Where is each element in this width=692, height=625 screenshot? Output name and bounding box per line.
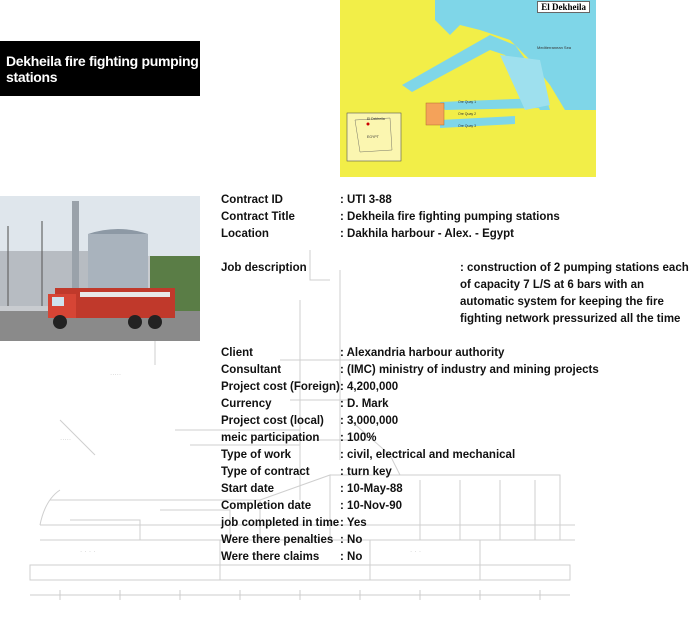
consultant-value: : (IMC) ministry of industry and mining projects <box>340 364 599 376</box>
consultant-label: Consultant <box>221 364 282 376</box>
detail-row-start-date <box>221 481 591 498</box>
location-label: Location <box>221 228 269 240</box>
currency-label: Currency <box>221 398 272 410</box>
detail-row-type-of-work <box>221 447 591 464</box>
detail-row-job-completed-in-time <box>221 515 591 532</box>
detail-row-client <box>221 345 591 362</box>
detail-row-penalties <box>221 532 591 549</box>
contract-details <box>221 192 689 566</box>
harbour-map-graphic <box>340 0 596 177</box>
detail-row-job-description <box>221 260 689 328</box>
detail-row-consultant <box>221 362 599 379</box>
job-description-value: : construction of 2 pumping stations each of capacity 7 L/S at 6 bars with an automatic system for keeping the fire fighting network pressurized all the time <box>460 262 689 325</box>
start-date-value: : 10-May-88 <box>340 483 403 495</box>
detail-row-type-of-contract <box>221 464 591 481</box>
job-description-label: Job description <box>221 262 307 274</box>
svg-text:. . . .: . . . . <box>80 545 96 554</box>
fire-truck-photo-graphic <box>0 196 200 341</box>
map-title-label: El Dekheila <box>537 1 590 13</box>
contract-title-label: Contract Title <box>221 211 295 223</box>
detail-row-location <box>221 226 591 243</box>
contract-id-label: Contract ID <box>221 194 283 206</box>
project-cost-foreign-value: : 4,200,000 <box>340 381 399 393</box>
type-of-contract-value: : turn key <box>340 466 392 478</box>
job-completed-in-time-value: : Yes <box>340 517 367 529</box>
inset-label: El Dekheila <box>367 117 385 121</box>
type-of-contract-label: Type of contract <box>221 466 310 478</box>
claims-label: Were there claims <box>221 551 320 563</box>
currency-value: : D. Mark <box>340 398 389 410</box>
client-label: Client <box>221 347 253 359</box>
svg-text:. . .: . . . <box>410 545 422 554</box>
project-cost-local-value: : 3,000,000 <box>340 415 399 427</box>
completion-date-label: Completion date <box>221 500 312 512</box>
type-of-work-label: Type of work <box>221 449 292 461</box>
client-value: : Alexandria harbour authority <box>340 347 505 359</box>
sea-label: Mediterranean Sea <box>537 45 572 50</box>
quay-label-3: Ore Quay 3 <box>458 124 477 128</box>
harbour-map <box>340 0 596 177</box>
fire-truck-photo <box>0 196 200 341</box>
detail-row-meic-participation <box>221 430 591 447</box>
contract-title-value: : Dekheila fire fighting pumping stations <box>340 211 560 223</box>
detail-row-completion-date <box>221 498 591 515</box>
location-value: : Dakhila harbour - Alex. - Egypt <box>340 228 515 240</box>
detail-row-currency <box>221 396 591 413</box>
meic-participation-label: meic participation <box>221 432 320 444</box>
project-cost-foreign-label: Project cost (Foreign) <box>221 381 340 393</box>
completion-date-value: : 10-Nov-90 <box>340 500 402 512</box>
job-completed-in-time-label: job completed in time <box>221 517 340 529</box>
type-of-work-value: : civil, electrical and mechanical <box>340 449 516 461</box>
penalties-value: : No <box>340 534 363 546</box>
meic-participation-value: : 100% <box>340 432 377 444</box>
claims-value: : No <box>340 551 363 563</box>
quay-label-1: Ore Quay 1 <box>458 100 477 104</box>
detail-row-contract-id <box>221 192 591 209</box>
svg-text:.....: ..... <box>110 368 122 377</box>
start-date-label: Start date <box>221 483 275 495</box>
inset-country-label: EGYPT <box>367 135 379 139</box>
detail-row-project-cost-local <box>221 413 591 430</box>
detail-row-contract-title <box>221 209 591 226</box>
quay-label-2: Ore Quay 2 <box>458 112 477 116</box>
contract-id-value: : UTI 3-88 <box>340 194 392 206</box>
detail-row-project-cost-foreign <box>221 379 591 396</box>
penalties-label: Were there penalties <box>221 534 334 546</box>
detail-row-claims <box>221 549 591 566</box>
project-cost-local-label: Project cost (local) <box>221 415 324 427</box>
svg-text:.....: ..... <box>60 433 72 442</box>
page-title: Dekheila fire fighting pumping stations <box>0 41 200 96</box>
site-marker <box>426 103 444 125</box>
